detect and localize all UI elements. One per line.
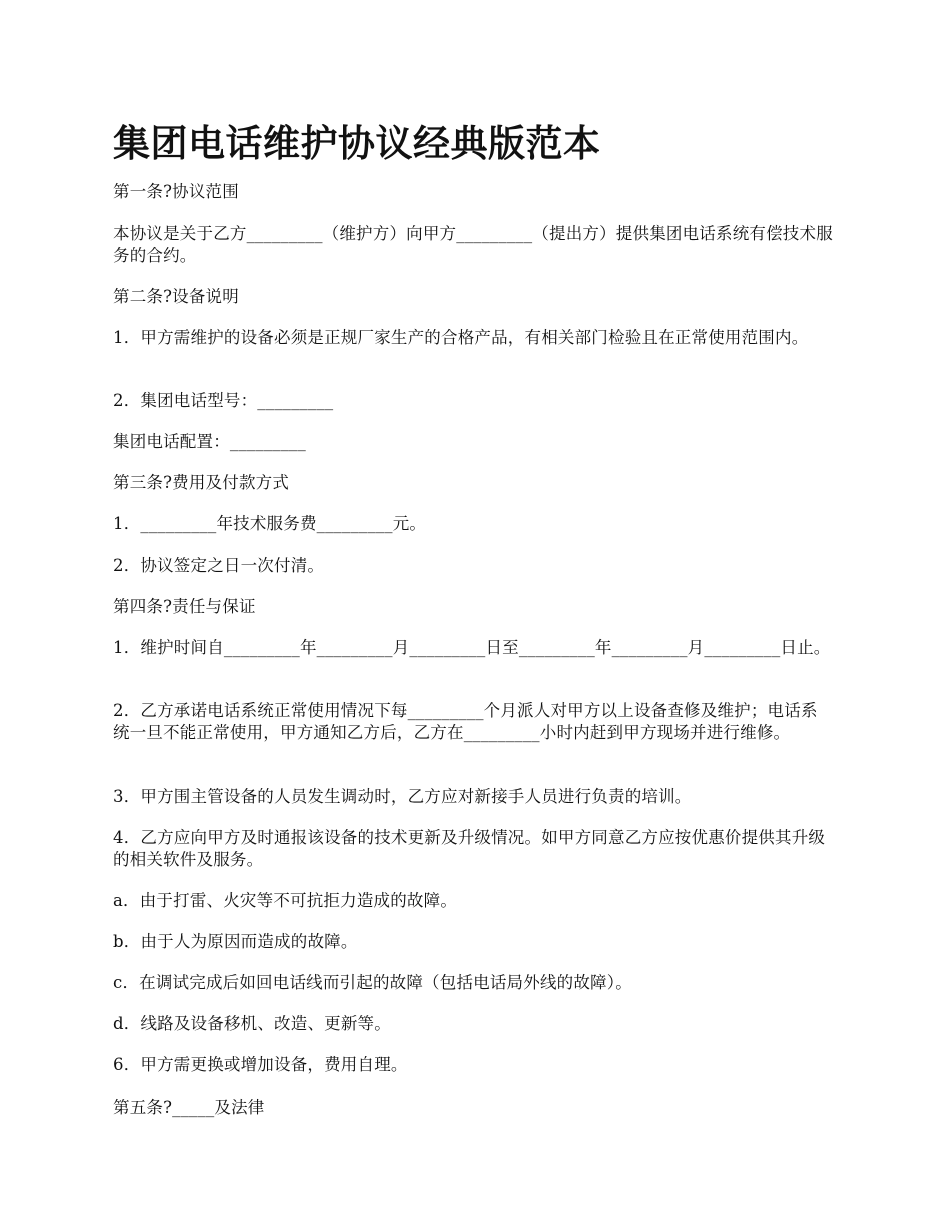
article-2-config: 集团电话配置：_________ (113, 432, 306, 451)
article-4-item-2: 2．乙方承诺电话系统正常使用情况下每_________个月派人对甲方以上设备查修及维护；电话系统一旦不能正常使用，甲方通知乙方后，乙方在_________小时内赶到甲方现场并进行维修。 (113, 701, 818, 742)
article-2-item-1: 1．甲方需维护的设备必须是正规厂家生产的合格产品，有相关部门检验且在正常使用范围内。 (113, 328, 809, 347)
article-2-heading: 第二条?设备说明 (113, 287, 239, 306)
article-1-body: 本协议是关于乙方_________（维护方）向甲方_________（提出方）提供集团电话系统有偿技术服务的合约。 (113, 224, 833, 265)
article-4-heading: 第四条?责任与保证 (113, 597, 256, 616)
article-1-heading: 第一条?协议范围 (113, 182, 239, 201)
article-3-item-2: 2．协议签定之日一次付清。 (113, 556, 325, 575)
article-4-item-6: 6．甲方需更换或增加设备，费用自理。 (113, 1055, 408, 1074)
article-4-item-a: a．由于打雷、火灾等不可抗拒力造成的故障。 (113, 891, 458, 910)
article-4-item-3: 3．甲方围主管设备的人员发生调动时，乙方应对新接手人员进行负责的培训。 (113, 787, 692, 806)
article-3-item-1: 1．_________年技术服务费_________元。 (113, 514, 427, 533)
article-4-item-1: 1．维护时间自_________年_________月_________日至_________年_________月_________日止。 (113, 638, 831, 657)
article-4-item-4: 4．乙方应向甲方及时通报该设备的技术更新及升级情况。如甲方同意乙方应按优惠价提供其升级的相关软件及服务。 (113, 828, 826, 869)
article-4-item-c: c．在调试完成后如回电话线而引起的故障（包括电话局外线的故障）。 (113, 973, 632, 992)
article-2-item-2: 2．集团电话型号：_________ (113, 391, 334, 410)
article-4-item-d: d．线路及设备移机、改造、更新等。 (113, 1014, 391, 1033)
article-4-item-b: b．由于人为原因而造成的故障。 (113, 932, 358, 951)
article-5-heading: 第五条?_____及法律 (113, 1098, 265, 1117)
article-3-heading: 第三条?费用及付款方式 (113, 473, 290, 492)
document-title: 集团电话维护协议经典版范本 (113, 122, 601, 165)
